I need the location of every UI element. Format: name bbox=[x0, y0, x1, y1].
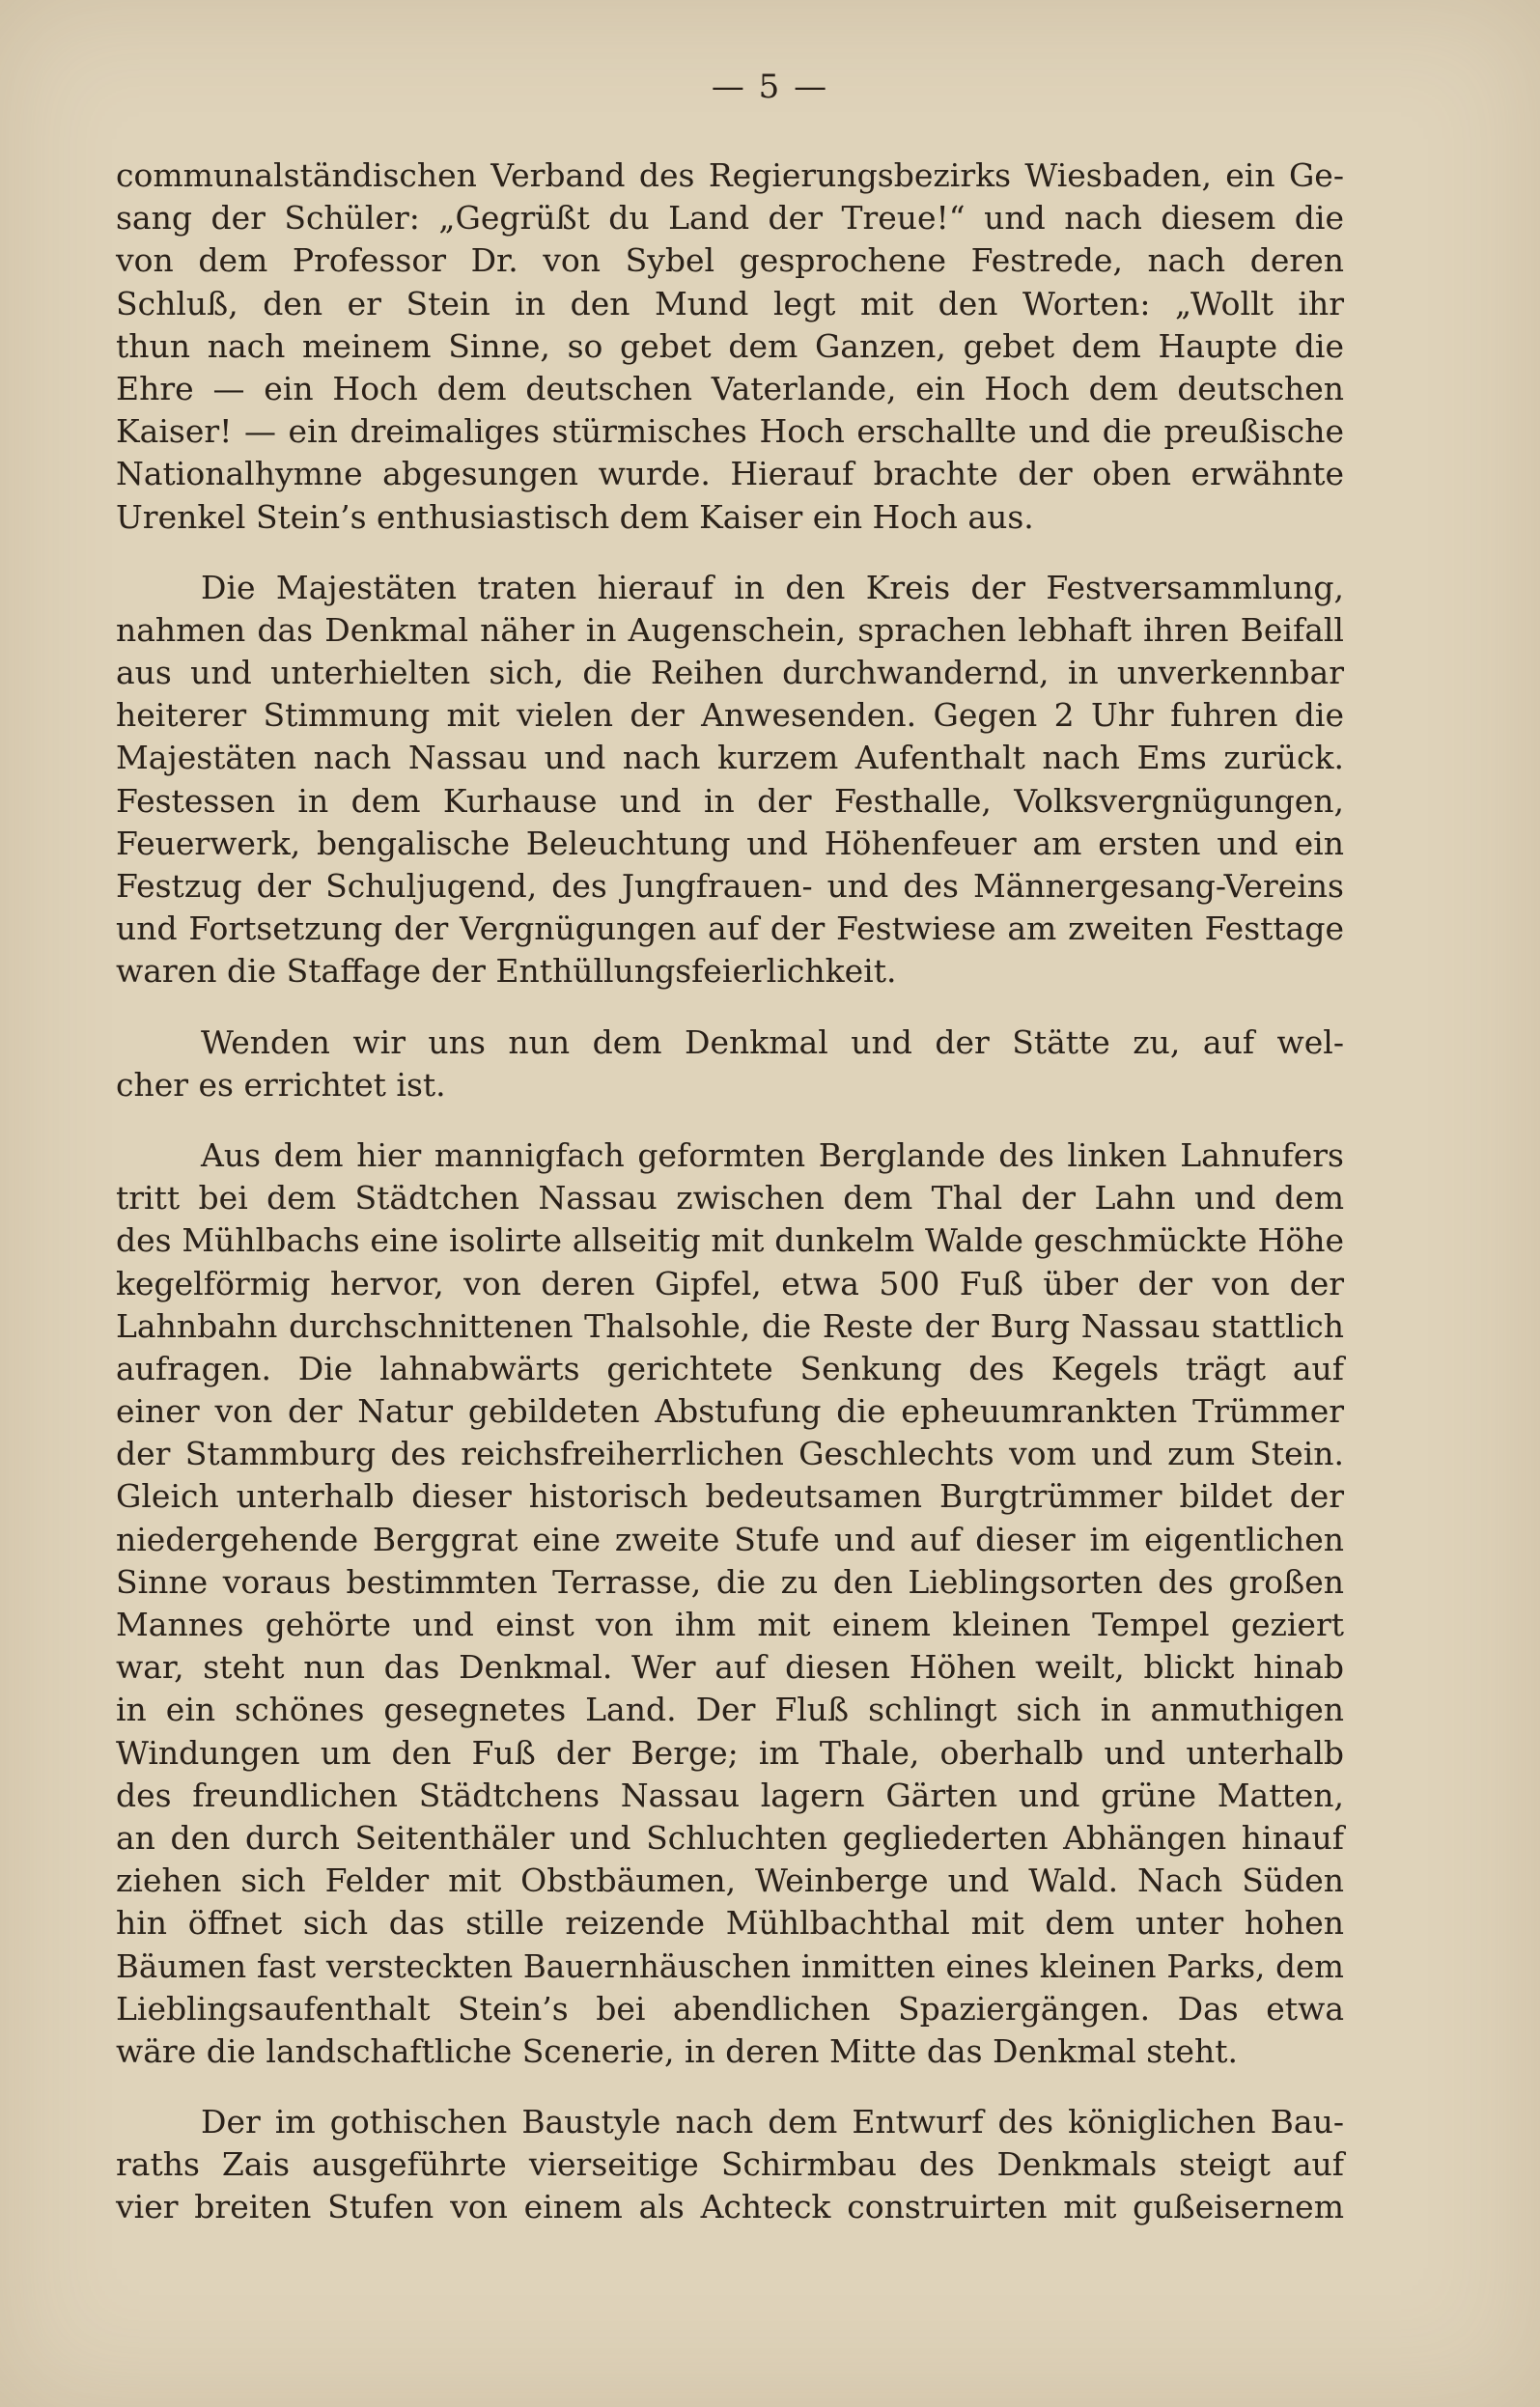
text-line: hin öffnet sich das stille reizende Mühlbachthal mit dem unter hohen bbox=[116, 1904, 1344, 1943]
text-line: Der im gothischen Baustyle nach dem Entwurf des königlichen Bau- bbox=[201, 2103, 1344, 2141]
text-line: Schluß, den er Stein in den Mund legt mit den Worten: „Wollt ihr bbox=[116, 284, 1344, 322]
text-line: sang der Schüler: „Gegrüßt du Land der Treue!“ und nach diesem die bbox=[116, 199, 1344, 238]
text-line: Majestäten nach Nassau und nach kurzem Aufenthalt nach Ems zurück. bbox=[116, 739, 1344, 777]
text-line: Lahnbahn durchschnittenen Thalsohle, die Reste der Burg Nassau stattlich bbox=[116, 1306, 1344, 1345]
text-line: in ein schönes gesegnetes Land. Der Fluß schlingt sich in anmuthigen bbox=[116, 1691, 1344, 1729]
text-line: der Stammburg des reichsfreiherrlichen Geschlechts vom und zum Stein. bbox=[116, 1435, 1344, 1473]
text-line: communalständischen Verband des Regierungsbezirks Wiesbaden, ein Ge- bbox=[116, 156, 1344, 194]
text-line: Festzug der Schuljugend, des Jungfrauen- und des Männergesang-Vereins bbox=[116, 867, 1344, 905]
text-line: Windungen um den Fuß der Berge; im Thale, oberhalb und unterhalb bbox=[116, 1733, 1344, 1772]
text-line: Die Majestäten traten hierauf in den Kreis der Festversammlung, bbox=[201, 568, 1344, 606]
text-line: tritt bei dem Städtchen Nassau zwischen dem Thal der Lahn und dem bbox=[116, 1179, 1344, 1217]
text-line: an den durch Seitenthäler und Schluchten gegliederten Abhängen hinauf bbox=[116, 1818, 1344, 1857]
text-line: Aus dem hier mannigfach geformten Berglande des linken Lahnufers bbox=[201, 1135, 1344, 1174]
text-line: nahmen das Denkmal näher in Augenschein, sprachen lebhaft ihren Beifall bbox=[116, 610, 1344, 649]
page-number: — 5 — bbox=[711, 68, 829, 106]
text-line: des freundlichen Städtchens Nassau lagern Gärten und grüne Matten, bbox=[116, 1776, 1344, 1814]
text-line: Nationalhymne abgesungen wurde. Hierauf brachte der oben erwähnte bbox=[116, 455, 1344, 493]
text-line: ziehen sich Felder mit Obstbäumen, Weinberge und Wald. Nach Süden bbox=[116, 1861, 1344, 1900]
paragraph-1 bbox=[116, 154, 1344, 539]
text-line: Mannes gehörte und einst von ihm mit einem kleinen Tempel geziert bbox=[116, 1606, 1344, 1643]
text-line: Sinne voraus bestimmten Terrasse, die zu den Lieblingsorten des großen bbox=[116, 1562, 1344, 1601]
text-line: von dem Professor Dr. von Sybel gesprochene Festrede, nach deren bbox=[116, 241, 1344, 280]
text-line: Gleich unterhalb dieser historisch bedeutsamen Burgtrümmer bildet der bbox=[116, 1477, 1344, 1516]
text-line: wäre die landschaftliche Scenerie, in deren Mitte das Denkmal steht. bbox=[116, 2031, 1239, 2070]
paragraph-3 bbox=[116, 1022, 1344, 1106]
text-line: Bäumen fast versteckten Bauernhäuschen inmitten eines kleinen Parks, dem bbox=[116, 1947, 1344, 1985]
text-line: heiterer Stimmung mit vielen der Anwesenden. Gegen 2 Uhr fuhren die bbox=[116, 696, 1344, 735]
text-line: thun nach meinem Sinne, so gebet dem Ganzen, gebet dem Haupte die bbox=[116, 326, 1344, 365]
body-text bbox=[116, 154, 1344, 2257]
text-line: aus und unterhielten sich, die Reihen durchwandernd, in unverkennbar bbox=[116, 654, 1344, 692]
text-line: war, steht nun das Denkmal. Wer auf diesen Höhen weilt, blickt hinab bbox=[116, 1648, 1344, 1687]
text-line: kegelförmig hervor, von deren Gipfel, etwa 500 Fuß über der von der bbox=[116, 1264, 1344, 1302]
paragraph-4 bbox=[116, 1134, 1344, 2073]
text-line: des Mühlbachs eine isolirte allseitig mit dunkelm Walde geschmückte Höhe bbox=[116, 1221, 1344, 1260]
text-line: Feuerwerk, bengalische Beleuchtung und Höhenfeuer am ersten und ein bbox=[116, 824, 1344, 862]
text-line: Festessen in dem Kurhause und in der Festhalle, Volksvergnügungen, bbox=[116, 781, 1344, 820]
text-line: cher es errichtet ist. bbox=[116, 1065, 446, 1104]
text-line: vier breiten Stufen von einem als Achteck construirten mit gußeisernem bbox=[116, 2188, 1344, 2226]
text-line: waren die Staffage der Enthüllungsfeierlichkeit. bbox=[116, 952, 897, 991]
text-line: raths Zais ausgeführte vierseitige Schirmbau des Denkmals steigt auf bbox=[116, 2145, 1344, 2184]
text-line: niedergehende Berggrat eine zweite Stufe und auf dieser im eigentlichen bbox=[116, 1520, 1344, 1558]
text-line: einer von der Natur gebildeten Abstufung die epheuumrankten Trümmer bbox=[116, 1392, 1344, 1431]
text-line: Wenden wir uns nun dem Denkmal und der Stätte zu, auf wel- bbox=[201, 1022, 1344, 1061]
text-line: Ehre — ein Hoch dem deutschen Vaterlande, ein Hoch dem deutschen bbox=[116, 369, 1344, 407]
text-line: Lieblingsaufenthalt Stein’s bei abendlichen Spaziergängen. Das etwa bbox=[116, 1989, 1344, 2028]
paragraph-5 bbox=[116, 2101, 1344, 2229]
text-line: Kaiser! — ein dreimaliges stürmisches Hoch erschallte und die preußische bbox=[116, 412, 1344, 451]
paragraph-2 bbox=[116, 567, 1344, 994]
text-line: Urenkel Stein’s enthusiastisch dem Kaiser ein Hoch aus. bbox=[116, 497, 1034, 536]
text-line: aufragen. Die lahnabwärts gerichtete Senkung des Kegels trägt auf bbox=[116, 1349, 1344, 1387]
text-line: und Fortsetzung der Vergnügungen auf der Festwiese am zweiten Festtage bbox=[116, 910, 1344, 948]
